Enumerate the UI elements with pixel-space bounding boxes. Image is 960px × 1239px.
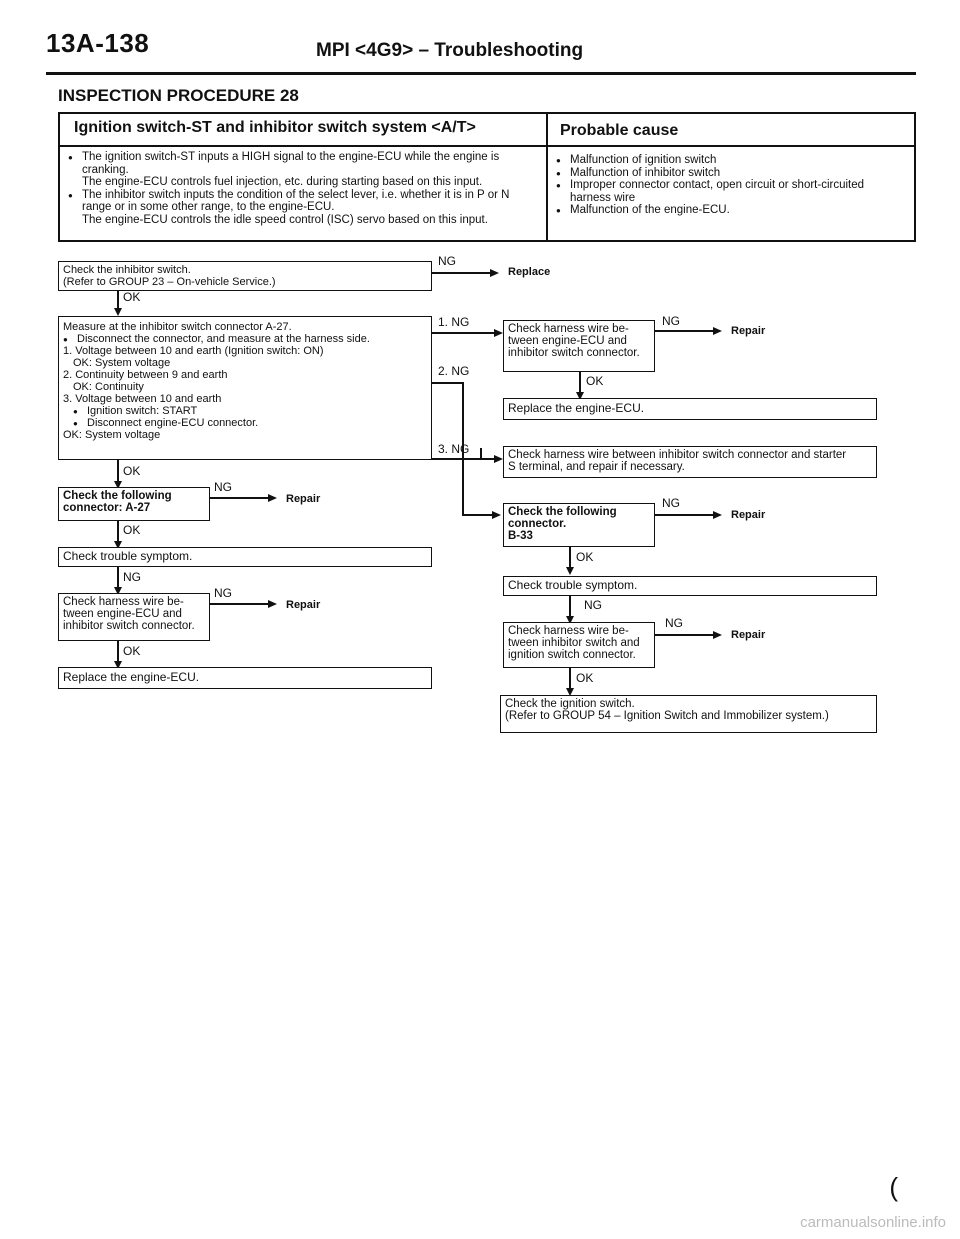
page-header-title: MPI <4G9> – Troubleshooting [316, 40, 584, 61]
measure-bullet: ● Disconnect the connector, and measure at the harness side. [63, 333, 427, 345]
step-harness-left: Check harness wire be- tween engine-ECU and inhibitor switch connector. [58, 593, 210, 641]
repair-label: Repair [286, 599, 321, 611]
ok-label: OK [576, 671, 594, 685]
arrow-head [494, 455, 503, 463]
step-ign-switch: Check the ignition switch. (Refer to GROUP 54 – Ignition Switch and Immobilizer system.) [500, 695, 877, 733]
arrow-head [713, 327, 722, 335]
connector-line [117, 641, 119, 663]
ng-label: NG [584, 598, 602, 612]
repair-label: Repair [731, 629, 766, 641]
procedure-title: INSPECTION PROCEDURE 28 [58, 86, 299, 105]
connector-line [480, 458, 494, 460]
replace-label: Replace [508, 266, 551, 278]
header-rule [46, 72, 916, 75]
step-trouble-right: Check trouble symptom. [503, 576, 877, 596]
connector-line [655, 634, 715, 636]
arrow-head [492, 511, 501, 519]
ok-label: OK [123, 290, 141, 304]
ng-label: NG [214, 480, 232, 494]
page-number: 13A-138 [46, 28, 150, 58]
table-right-items [556, 154, 906, 217]
step-replace-ecu-left: Replace the engine-ECU. [58, 667, 432, 689]
table-right-item: ● Malfunction of inhibitor switch [556, 167, 906, 180]
ng-label: NG [438, 254, 456, 268]
arrow-head [713, 631, 722, 639]
connector-line [432, 272, 492, 274]
arrow-head [713, 511, 722, 519]
measure-item: 2. Continuity between 9 and earth [63, 369, 228, 381]
ok-label: OK [586, 374, 604, 388]
table-right-item: ● Improper connector contact, open circuit or short-circuited harness wire [556, 179, 906, 204]
connector-line [655, 330, 715, 332]
ok-label: OK [123, 523, 141, 537]
connector-line [210, 497, 270, 499]
footer-watermark: carmanualsonline.info [800, 1214, 946, 1231]
step-harness-ign: Check harness wire be- tween inhibitor switch and ignition switch connector. [503, 622, 655, 668]
measure-bullets [63, 333, 427, 345]
stray-mark: ( [889, 1172, 898, 1202]
table-col-divider [546, 114, 548, 240]
repair-label: Repair [731, 509, 766, 521]
step-inhibitor-check: Check the inhibitor switch. (Refer to GROUP 23 – On-vehicle Service.) [58, 261, 432, 291]
step-connector-a27: Check the following connector: A-27 [58, 487, 210, 521]
step-trouble-left: Check trouble symptom. [58, 547, 432, 567]
connector-line [579, 372, 581, 394]
connector-line [432, 382, 462, 384]
connector-line [432, 332, 494, 334]
ng-label: NG [662, 496, 680, 510]
arrow-head [114, 308, 122, 316]
ng3-label: 3. NG [438, 442, 470, 456]
connector-line [569, 668, 571, 690]
connector-line [462, 514, 492, 516]
ng-label: NG [123, 570, 141, 584]
table-right-item: ● Malfunction of ignition switch [556, 154, 906, 167]
measure-ok: OK: System voltage [63, 429, 161, 441]
connector-line [569, 596, 571, 618]
arrow-head [566, 567, 574, 575]
arrow-head [494, 329, 503, 337]
table-left-item: ● The ignition switch-ST inputs a HIGH signal to the engine-ECU while the engine is cranking. The engine-ECU controls fuel injection, etc. during starting based on this input. [68, 151, 536, 189]
summary-table [58, 112, 916, 242]
ng1-label: 1. NG [438, 315, 470, 329]
connector-line [432, 458, 480, 460]
connector-line [117, 521, 119, 543]
ok-label: OK [123, 464, 141, 478]
arrow-head [268, 494, 277, 502]
arrow-head [268, 600, 277, 608]
measure-bullet: ● Ignition switch: START [73, 405, 427, 417]
step-measure [58, 316, 432, 460]
table-right-item: ● Malfunction of the engine-ECU. [556, 204, 906, 217]
table-left-items [68, 151, 536, 226]
ng-label: NG [662, 314, 680, 328]
table-right-heading: Probable cause [560, 122, 679, 139]
ok-label: OK [576, 550, 594, 564]
ng-label: NG [214, 586, 232, 600]
measure-bullet: ● Disconnect engine-ECU connector. [73, 417, 427, 429]
connector-line [117, 567, 119, 589]
step-harness-r1: Check harness wire be- tween engine-ECU and inhibitor switch connector. [503, 320, 655, 372]
table-left-item: ● The inhibitor switch inputs the condition of the select lever, i.e. whether it is in P or N range or in some other range, to the engine-ECU. The engine-ECU controls the idle speed control (ISC) servo based on this input. [68, 189, 536, 227]
measure-heading: Measure at the inhibitor switch connector A-27. [63, 321, 292, 333]
step-harness-starter: Check harness wire between inhibitor switch connector and starter S terminal, and repair if necessary. [503, 446, 877, 478]
measure-sub-bullets [63, 405, 427, 429]
step-connector-b33: Check the following connector. B-33 [503, 503, 655, 547]
table-left-heading: Ignition switch-ST and inhibitor switch system <A/T> [74, 119, 476, 136]
ok-label: OK [123, 644, 141, 658]
table-header-rule [60, 145, 914, 147]
ng-label: NG [665, 616, 683, 630]
connector-line [655, 514, 715, 516]
repair-label: Repair [731, 325, 766, 337]
measure-item: 1. Voltage between 10 and earth (Ignition switch: ON) [63, 345, 324, 357]
measure-ok: OK: Continuity [73, 381, 144, 393]
step-replace-ecu-r1: Replace the engine-ECU. [503, 398, 877, 420]
arrow-head [490, 269, 499, 277]
measure-item: 3. Voltage between 10 and earth [63, 393, 222, 405]
ng2-label: 2. NG [438, 364, 470, 378]
connector-line [210, 603, 270, 605]
repair-label: Repair [286, 493, 321, 505]
measure-ok: OK: System voltage [73, 357, 171, 369]
connector-line [569, 547, 571, 569]
